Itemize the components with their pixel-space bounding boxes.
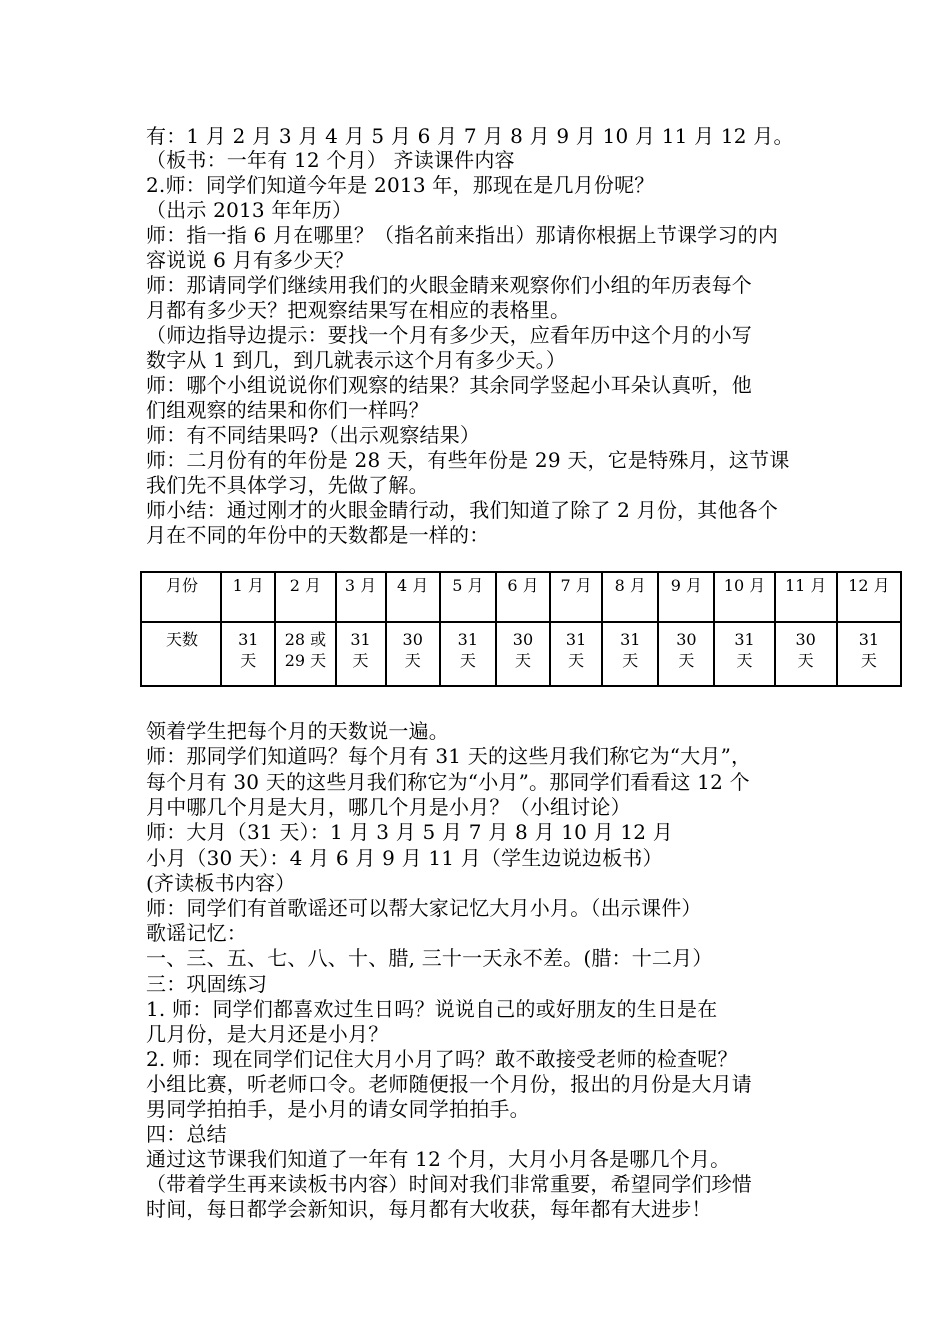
days-cell: 30 天 bbox=[386, 622, 440, 686]
text-line: （师边指导边提示：要找一个月有多少天，应看年历中这个月的小写 bbox=[146, 323, 752, 347]
month-cell: 6 月 bbox=[496, 572, 550, 622]
text-line: 男同学拍拍手，是小月的请女同学拍拍手。 bbox=[146, 1097, 530, 1121]
text-line: 师：那请同学们继续用我们的火眼金睛来观察你们小组的年历表每个 bbox=[146, 273, 752, 297]
text-line: （带着学生再来读板书内容）时间对我们非常重要，希望同学们珍惜 bbox=[146, 1172, 752, 1196]
text-line: 2. 师：现在同学们记住大月小月了吗？敢不敢接受老师的检查呢？ bbox=[146, 1047, 738, 1071]
text-line: 师：大月（31 天）：1 月 3 月 5 月 7 月 8 月 10 月 12 月 bbox=[146, 820, 673, 844]
text-line: 几月份，是大月还是小月？ bbox=[146, 1022, 389, 1046]
text-line: 师小结：通过刚才的火眼金睛行动，我们知道了除了 2 月份，其他各个 bbox=[146, 498, 779, 522]
month-cell: 2 月 bbox=[275, 572, 335, 622]
text-line: 月在不同的年份中的天数都是一样的： bbox=[146, 523, 490, 547]
text-line: 师：指一指 6 月在哪里？（指名前来指出）那请你根据上节课学习的内 bbox=[146, 223, 779, 247]
text-line: 1. 师：同学们都喜欢过生日吗？说说自己的或好朋友的生日是在 bbox=[146, 997, 718, 1021]
text-line: 通过这节课我们知道了一年有 12 个月，大月小月各是哪几个月。 bbox=[146, 1147, 731, 1171]
text-line: 容说说 6 月有多少天？ bbox=[146, 248, 354, 272]
text-line: 有：1 月 2 月 3 月 4 月 5 月 6 月 7 月 8 月 9 月 10 月 11 月 12 月。 bbox=[146, 124, 794, 148]
days-cell: 28 或 29 天 bbox=[275, 622, 335, 686]
text-line: 师：二月份有的年份是 28 天，有些年份是 29 天，它是特殊月，这节课 bbox=[146, 448, 790, 472]
month-cell: 4 月 bbox=[386, 572, 440, 622]
text-line: 2.师：同学们知道今年是 2013 年，那现在是几月份呢？ bbox=[146, 173, 655, 197]
text-line: (齐读板书内容） bbox=[146, 871, 296, 895]
text-line: 师：有不同结果吗?（出示观察结果） bbox=[146, 423, 481, 447]
month-cell: 10 月 bbox=[714, 572, 774, 622]
text-line: 一、三、五、七、八、十、腊, 三十一天永不差。(腊：十二月） bbox=[146, 946, 713, 970]
text-line: 师：同学们有首歌谣还可以帮大家记忆大月小月。（出示课件） bbox=[146, 896, 702, 920]
text-line: 小月（30 天）：4 月 6 月 9 月 11 月（学生边说边板书） bbox=[146, 846, 663, 870]
text-line: 师：那同学们知道吗？每个月有 31 天的这些月我们称它为“大月”， bbox=[146, 744, 752, 768]
days-cell: 31 天 bbox=[221, 622, 275, 686]
text-line: 们组观察的结果和你们一样吗？ bbox=[146, 398, 429, 422]
days-cell: 30 天 bbox=[658, 622, 714, 686]
text-line: 小组比赛，听老师口令。老师随便报一个月份，报出的月份是大月请 bbox=[146, 1072, 752, 1096]
month-cell: 3 月 bbox=[336, 572, 386, 622]
month-cell: 11 月 bbox=[775, 572, 837, 622]
text-line: 歌谣记忆： bbox=[146, 921, 247, 945]
days-cell: 31 天 bbox=[714, 622, 774, 686]
text-line: 时间，每日都学会新知识，每月都有大收获，每年都有大进步！ bbox=[146, 1197, 712, 1221]
days-cell: 31 天 bbox=[837, 622, 901, 686]
text-line: 四：总结 bbox=[146, 1122, 227, 1146]
month-days-table bbox=[140, 571, 902, 687]
text-line: 月中哪几个月是大月，哪几个月是小月？（小组讨论） bbox=[146, 795, 631, 819]
table-header-label: 月份 bbox=[141, 572, 221, 622]
month-cell: 12 月 bbox=[837, 572, 901, 622]
text-line: 师：哪个小组说说你们观察的结果？其余同学竖起小耳朵认真听，他 bbox=[146, 373, 752, 397]
days-cell: 30 天 bbox=[496, 622, 550, 686]
table-days-row bbox=[141, 622, 901, 686]
days-cell: 31 天 bbox=[440, 622, 496, 686]
text-line: 领着学生把每个月的天数说一遍。 bbox=[146, 719, 449, 743]
days-cell: 30 天 bbox=[775, 622, 837, 686]
text-line: 我们先不具体学习，先做了解。 bbox=[146, 473, 429, 497]
month-cell: 1 月 bbox=[221, 572, 275, 622]
month-cell: 5 月 bbox=[440, 572, 496, 622]
text-line: 数字从 1 到几，到几就表示这个月有多少天。） bbox=[146, 348, 567, 372]
text-line: 三：巩固练习 bbox=[146, 972, 268, 996]
table-header-row bbox=[141, 572, 901, 622]
text-line: （板书：一年有 12 个月） 齐读课件内容 bbox=[146, 148, 515, 172]
text-line: 每个月有 30 天的这些月我们称它为“小月”。那同学们看看这 12 个 bbox=[146, 770, 750, 794]
month-cell: 9 月 bbox=[658, 572, 714, 622]
days-cell: 31 天 bbox=[602, 622, 658, 686]
text-line: 月都有多少天？把观察结果写在相应的表格里。 bbox=[146, 298, 571, 322]
days-cell: 31 天 bbox=[336, 622, 386, 686]
text-line: （出示 2013 年年历） bbox=[146, 198, 353, 222]
table-days-label: 天数 bbox=[141, 622, 221, 686]
days-cell: 31 天 bbox=[550, 622, 602, 686]
month-cell: 8 月 bbox=[602, 572, 658, 622]
month-cell: 7 月 bbox=[550, 572, 602, 622]
